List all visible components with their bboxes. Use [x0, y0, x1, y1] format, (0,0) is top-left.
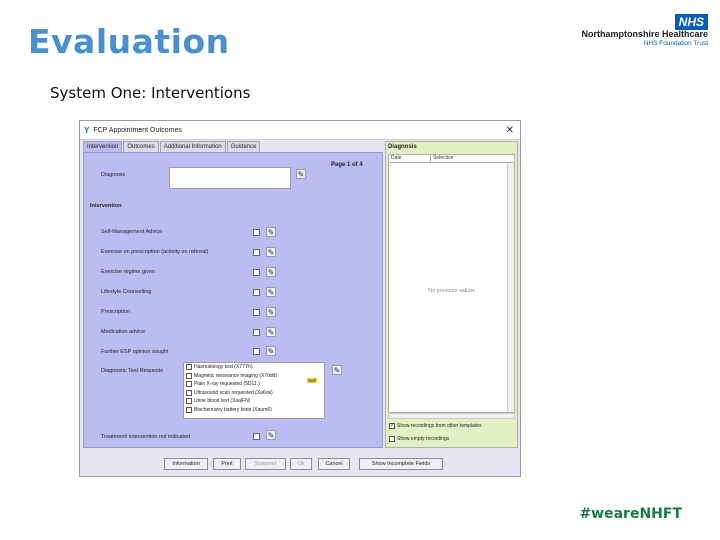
- intervention-edit-icon[interactable]: ✎: [267, 248, 275, 257]
- app-icon: Y: [84, 125, 90, 135]
- test-label: Plain X-ray requested (5D11.): [194, 381, 260, 388]
- option-label: Show empty recordings: [397, 436, 450, 442]
- close-icon[interactable]: ✕: [505, 124, 514, 136]
- intervention-label: Self-Management Advice: [101, 229, 163, 235]
- nhs-mark: NHS: [675, 14, 708, 30]
- intervention-checkbox[interactable]: [253, 348, 260, 355]
- test-checkbox[interactable]: [186, 364, 192, 370]
- test-checkbox[interactable]: [186, 398, 192, 404]
- checkbox[interactable]: [389, 436, 395, 442]
- test-label: Haematology test (X77Yh): [194, 364, 253, 371]
- diagnostic-edit-icon[interactable]: ✎: [333, 366, 341, 375]
- horizontal-scrollbar[interactable]: [388, 413, 515, 419]
- window-titlebar: [80, 121, 520, 140]
- column-selection[interactable]: Selection: [433, 155, 454, 161]
- not-indicated-label: Treatment/ intervention not indicated: [101, 434, 191, 440]
- print-button[interactable]: Print: [213, 458, 241, 470]
- tab-outcomes[interactable]: Outcomes: [123, 141, 158, 152]
- intervention-label: Lifestyle Counselling: [101, 289, 152, 295]
- org-name: Northamptonshire Healthcare: [581, 29, 708, 39]
- test-label: Urine blood test (XaalFN): [194, 398, 251, 405]
- list-item[interactable]: [184, 372, 324, 381]
- intervention-form: [83, 152, 383, 448]
- intervention-checkbox[interactable]: [253, 229, 260, 236]
- list-item[interactable]: [184, 406, 324, 415]
- intervention-edit-icon[interactable]: ✎: [267, 268, 275, 277]
- appointment-outcomes-window: [79, 120, 521, 477]
- intervention-edit-icon[interactable]: ✎: [267, 288, 275, 297]
- test-label: Ultrasound scan requested (Xa6ok): [194, 389, 273, 396]
- suspend-button[interactable]: Suspend: [245, 458, 286, 470]
- diagnosis-edit-icon[interactable]: ✎: [297, 170, 305, 179]
- trust-name: NHS Foundation Trust: [643, 40, 708, 47]
- self-tag: Self: [308, 378, 316, 383]
- intervention-label: Further ESP opinion sought: [101, 349, 169, 355]
- diagnosis-field[interactable]: [169, 167, 291, 189]
- show-other-templates-option[interactable]: [389, 423, 481, 429]
- not-indicated-edit-icon[interactable]: ✎: [267, 431, 275, 440]
- test-label: Magnetic resonance imaging (X70dd): [194, 372, 278, 379]
- diagnosis-history-panel: [385, 141, 518, 448]
- diagnostic-test-list: [183, 362, 325, 419]
- intervention-checkbox[interactable]: [253, 289, 260, 296]
- test-checkbox[interactable]: [186, 407, 192, 413]
- list-item[interactable]: [184, 380, 324, 389]
- list-item[interactable]: [184, 363, 324, 372]
- cancel-button[interactable]: Cancel: [318, 458, 350, 470]
- window-title: FCP Appointment Outcomes: [93, 126, 182, 134]
- diagnosis-label: Diagnosis: [101, 172, 126, 178]
- intervention-heading: Intervention: [90, 203, 122, 209]
- intervention-label: Exercise on prescription (activity on referral): [101, 249, 209, 255]
- diagnostic-tests-label: Diagnostic Test Requests: [101, 368, 163, 374]
- show-empty-option[interactable]: [389, 436, 449, 442]
- tab-guidance[interactable]: Guidance: [227, 141, 261, 152]
- check-icon[interactable]: ✓: [390, 423, 395, 429]
- not-indicated-checkbox[interactable]: [253, 433, 260, 440]
- ok-button[interactable]: Ok: [290, 458, 312, 470]
- slide-title: Evaluation: [28, 22, 230, 61]
- test-checkbox[interactable]: [186, 381, 192, 387]
- intervention-label: Exercise regime given: [101, 269, 156, 275]
- intervention-edit-icon[interactable]: ✎: [267, 328, 275, 337]
- tab-additional-information[interactable]: Additional Information: [160, 141, 226, 152]
- column-date[interactable]: Date: [389, 155, 431, 162]
- intervention-checkbox[interactable]: [253, 329, 260, 336]
- intervention-checkbox[interactable]: [253, 269, 260, 276]
- tab-bar: [83, 141, 261, 152]
- nhs-logo: [568, 14, 708, 50]
- show-incomplete-fields-button[interactable]: Show Incomplete Fields: [359, 458, 443, 470]
- test-label: Biochemistry battery tests (Xaum6): [194, 406, 272, 413]
- test-checkbox[interactable]: [186, 390, 192, 396]
- history-grid: [388, 163, 515, 413]
- history-title: Diagnosis: [388, 144, 417, 150]
- test-checkbox[interactable]: [186, 373, 192, 379]
- tab-intervention[interactable]: Intervention: [83, 141, 122, 152]
- intervention-checkbox[interactable]: [253, 249, 260, 256]
- intervention-label: Medication advice: [101, 329, 146, 335]
- intervention-edit-icon[interactable]: ✎: [267, 228, 275, 237]
- page-indicator: Page 1 of 4: [331, 162, 363, 168]
- intervention-edit-icon[interactable]: ✎: [267, 347, 275, 356]
- hashtag: #weareNHFT: [579, 506, 682, 522]
- slide-subtitle: System One: Interventions: [50, 84, 251, 102]
- intervention-label: Prescription: [101, 309, 131, 315]
- vertical-scrollbar[interactable]: [507, 163, 514, 412]
- list-item[interactable]: [184, 397, 324, 406]
- list-item[interactable]: [184, 389, 324, 398]
- intervention-checkbox[interactable]: [253, 309, 260, 316]
- empty-message: No previous values: [428, 288, 475, 294]
- history-grid-header: [388, 154, 515, 163]
- information-button[interactable]: Information: [164, 458, 208, 470]
- intervention-edit-icon[interactable]: ✎: [267, 308, 275, 317]
- option-label: Show recordings from other templates: [397, 423, 482, 429]
